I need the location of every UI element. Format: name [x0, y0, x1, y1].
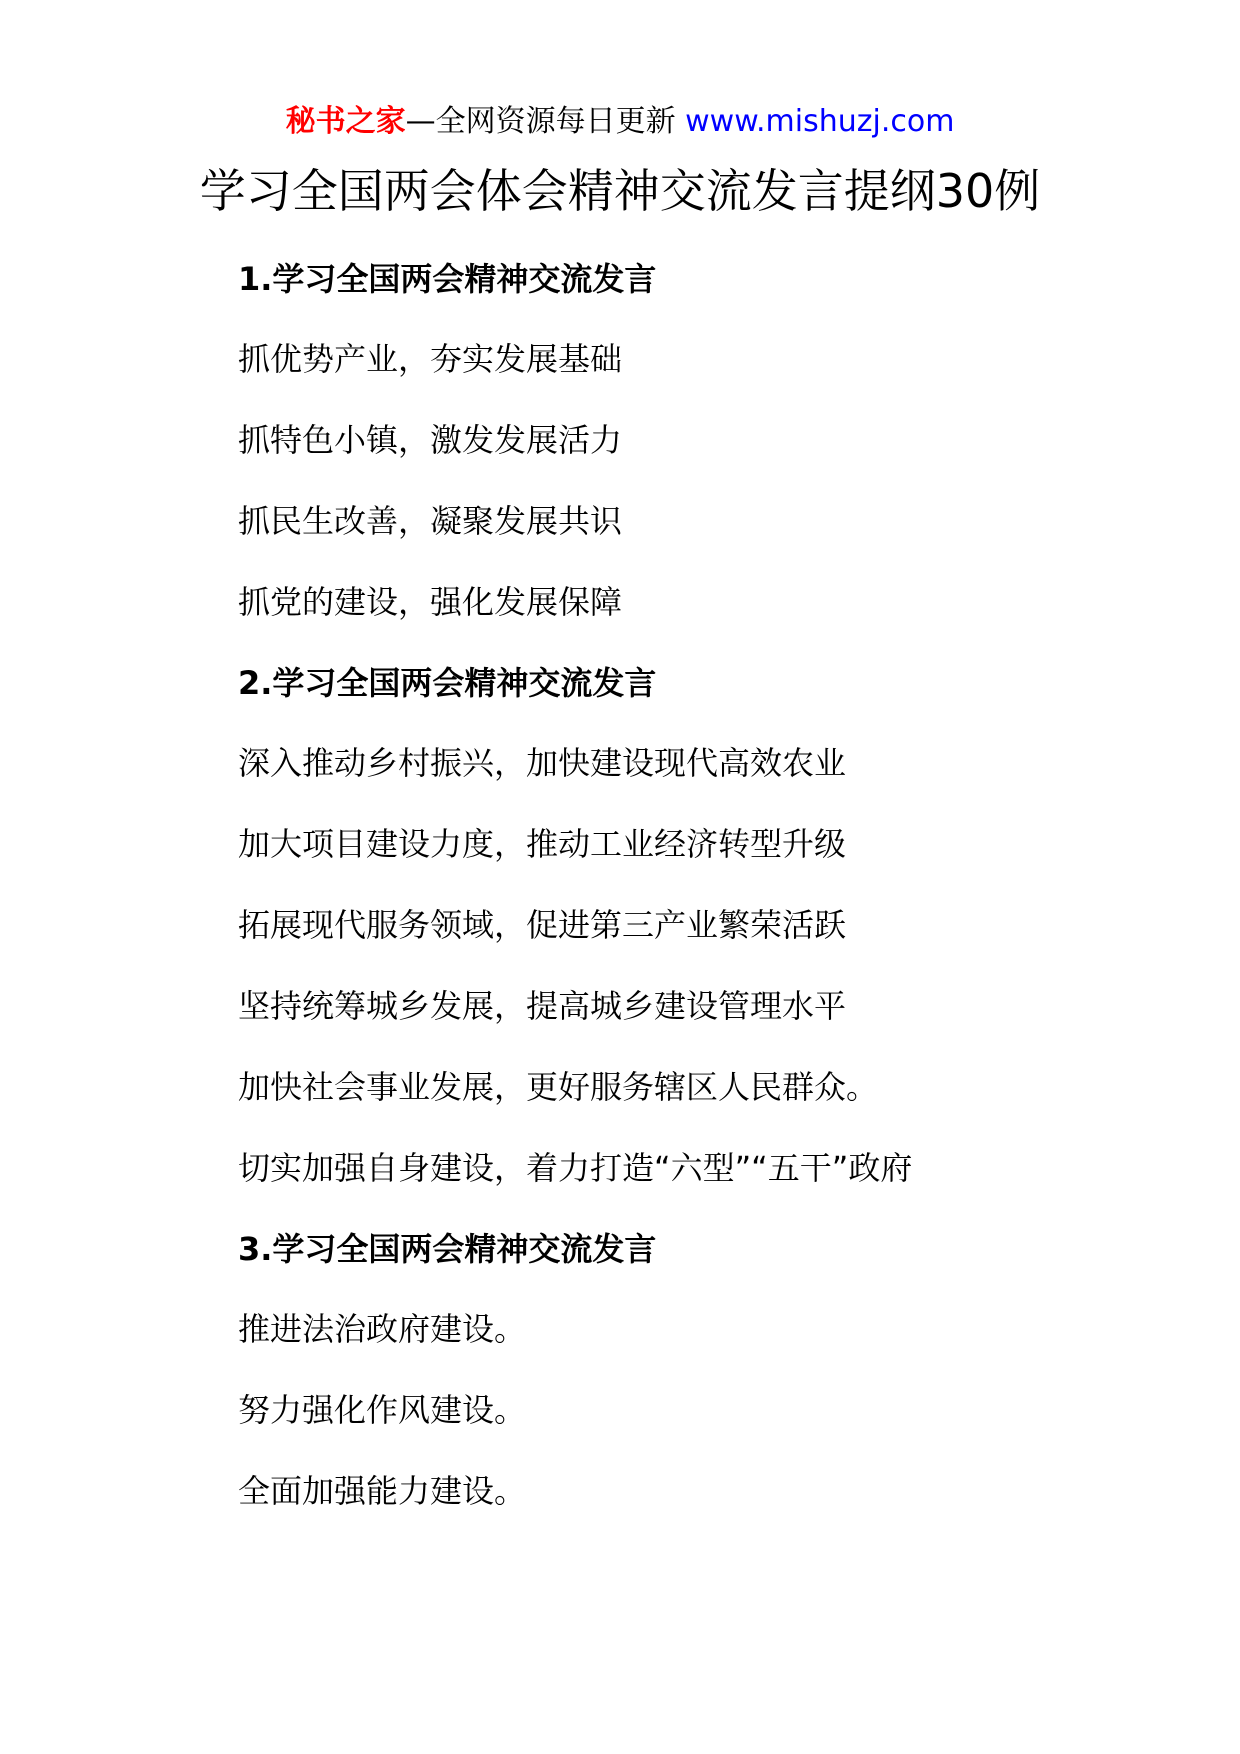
list-item: 抓民生改善，凝聚发展共识: [238, 502, 623, 540]
site-header: [0, 100, 1240, 144]
list-item: 坚持统筹城乡发展，提高城乡建设管理水平: [238, 987, 847, 1025]
list-item: 抓特色小镇，激发发展活力: [238, 421, 623, 459]
section-3: [238, 1228, 1178, 1512]
document-title: 学习全国两会体会精神交流发言提纲30例: [199, 164, 1041, 218]
section-heading: 3.学习全国两会精神交流发言: [238, 1230, 657, 1268]
list-item: 推进法治政府建设。: [238, 1310, 527, 1348]
list-item: 努力强化作风建设。: [238, 1391, 527, 1429]
section-2: [238, 662, 1178, 1189]
site-url-link[interactable]: www.mishuzj.com: [685, 104, 955, 139]
list-item: 抓优势产业，夯实发展基础: [238, 340, 623, 378]
brand-name: 秘书之家: [285, 104, 406, 139]
section-heading: 1.学习全国两会精神交流发言: [238, 260, 657, 298]
list-item: 深入推动乡村振兴，加快建设现代高效农业: [238, 744, 847, 782]
list-item: 全面加强能力建设。: [238, 1472, 527, 1510]
list-item: 切实加强自身建设，着力打造“六型”“五干”政府: [238, 1149, 913, 1187]
document-body: [238, 258, 1178, 1551]
header-tagline: —全网资源每日更新: [405, 104, 676, 139]
list-item: 加快社会事业发展，更好服务辖区人民群众。: [238, 1068, 879, 1106]
list-item: 拓展现代服务领域，促进第三产业繁荣活跃: [238, 906, 847, 944]
list-item: 抓党的建设，强化发展保障: [238, 583, 623, 621]
section-1: [238, 258, 1178, 623]
list-item: 加大项目建设力度，推动工业经济转型升级: [238, 825, 847, 863]
section-heading: 2.学习全国两会精神交流发言: [238, 664, 657, 702]
